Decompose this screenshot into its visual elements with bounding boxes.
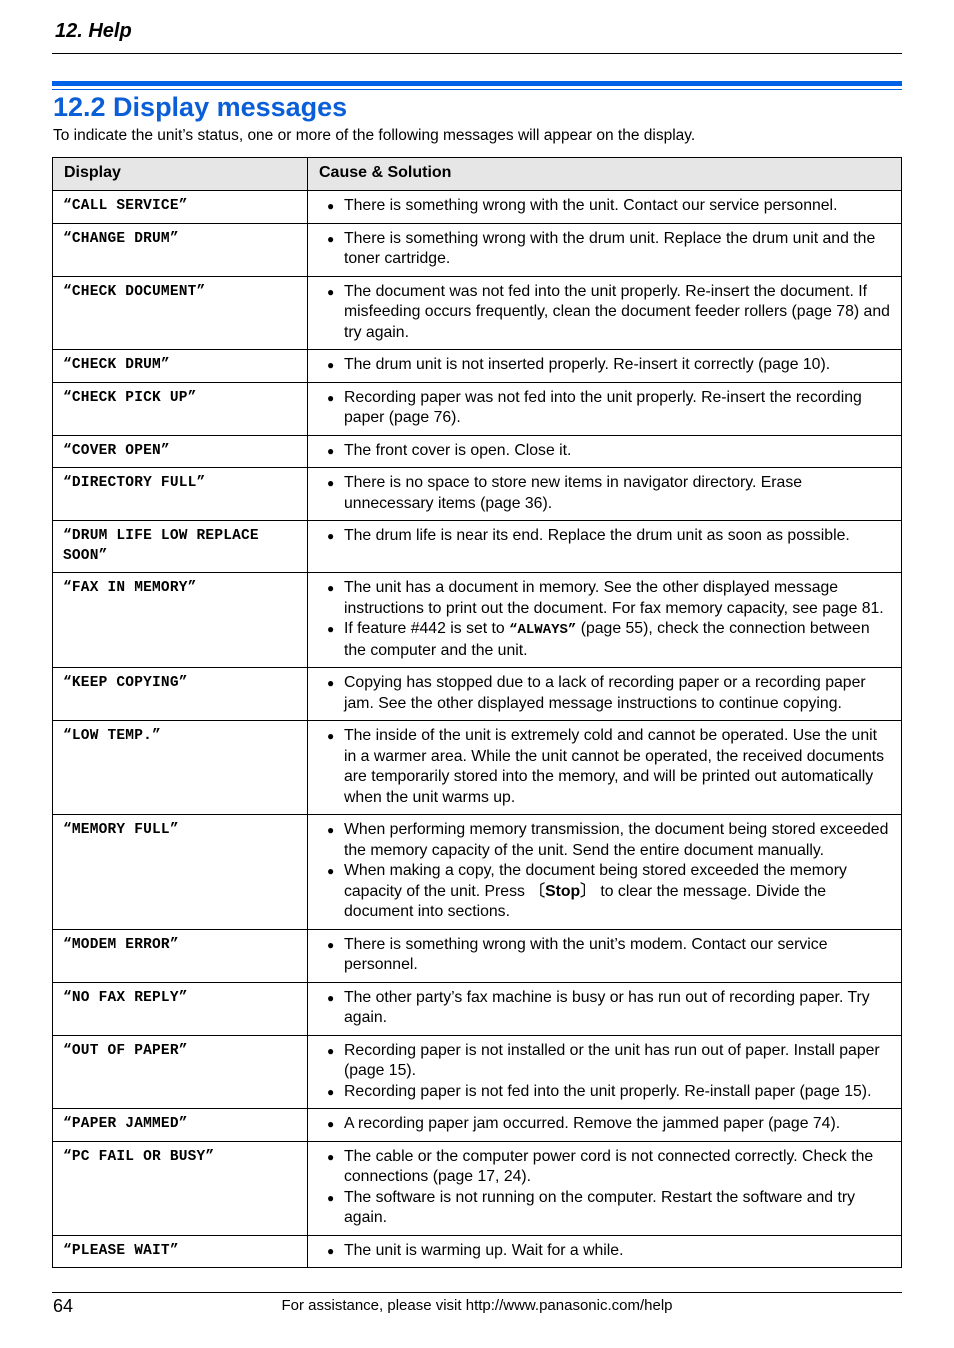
display-message: “FAX IN MEMORY” <box>53 573 308 668</box>
table-row <box>53 1109 902 1142</box>
section-bar-thin <box>52 89 902 90</box>
display-message: “DIRECTORY FULL” <box>53 468 308 521</box>
display-message: “DRUM LIFE LOW REPLACE SOON” <box>53 521 308 573</box>
table-row <box>53 815 902 930</box>
cause-item: ● When performing memory transmission, the document being stored exceeded the memory capacity of the unit. Send the entire document manually. <box>318 820 891 861</box>
cause-cell <box>308 435 902 468</box>
cause-cell <box>308 573 902 668</box>
cause-cell <box>308 468 902 521</box>
display-message: “PC FAIL OR BUSY” <box>53 1141 308 1235</box>
cause-text: (page 55), check the connection between the computer and the unit. <box>344 620 870 659</box>
display-message: “COVER OPEN” <box>53 435 308 468</box>
table-row <box>53 982 902 1035</box>
cause-cell <box>308 815 902 930</box>
cause-cell <box>308 350 902 383</box>
table-row <box>53 1141 902 1235</box>
section-title: 12.2 Display messages <box>53 92 348 122</box>
table-row <box>53 929 902 982</box>
cause-cell <box>308 929 902 982</box>
cause-item: ● There is something wrong with the unit’s modem. Contact our service personnel. <box>318 935 891 976</box>
cause-item: ● A recording paper jam occurred. Remove the jammed paper (page 74). <box>318 1114 891 1135</box>
cause-cell <box>308 1109 902 1142</box>
display-message: “CHECK DRUM” <box>53 350 308 383</box>
header-rule <box>52 53 902 54</box>
cause-item <box>318 861 891 923</box>
cause-cell <box>308 276 902 350</box>
intro-text: To indicate the unit’s status, one or more of the following messages will appear on the display. <box>53 127 696 144</box>
cause-item: ● There is something wrong with the unit. Contact our service personnel. <box>318 196 891 217</box>
cause-item: ● There is no space to store new items in navigator directory. Erase unnecessary items (page 36). <box>318 473 891 514</box>
display-message: “PAPER JAMMED” <box>53 1109 308 1142</box>
table-row <box>53 382 902 435</box>
setting-value: “ALWAYS” <box>509 622 577 638</box>
cause-item: ● The unit has a document in memory. See the other displayed message instructions to print out the document. For fax memory capacity, see page 81. <box>318 578 891 619</box>
cause-text: to clear the message. Divide the document into sections. <box>344 882 827 920</box>
display-message: “KEEP COPYING” <box>53 668 308 721</box>
display-message: “MODEM ERROR” <box>53 929 308 982</box>
cause-cell <box>308 382 902 435</box>
cause-item: ● Copying has stopped due to a lack of recording paper or a recording paper jam. See the other displayed message instructions to continue copying. <box>318 673 891 714</box>
cause-item: ● The software is not running on the computer. Restart the software and try again. <box>318 1188 891 1229</box>
cause-item <box>318 619 891 661</box>
cause-item: ● The front cover is open. Close it. <box>318 441 891 462</box>
footer-rule <box>52 1292 902 1293</box>
table-row <box>53 1035 902 1109</box>
cause-item: ● The drum life is near its end. Replace the drum unit as soon as possible. <box>318 526 891 547</box>
section-bar <box>52 81 902 86</box>
cause-item: ● The document was not fed into the unit properly. Re-insert the document. If misfeeding occurs frequently, clean the document feeder rollers (page 78) and try again. <box>318 282 891 344</box>
cause-item: ● Recording paper is not installed or the unit has run out of paper. Install paper (page 15). <box>318 1041 891 1082</box>
cause-item: ● The unit is warming up. Wait for a while. <box>318 1241 891 1262</box>
display-message: “OUT OF PAPER” <box>53 1035 308 1109</box>
page-number: 64 <box>53 1296 74 1316</box>
cause-text: If feature #442 is set to <box>344 620 510 637</box>
table-row <box>53 191 902 224</box>
cause-item: ● The cable or the computer power cord is not connected correctly. Check the connections (page 17, 24). <box>318 1147 891 1188</box>
cause-item: ● Recording paper is not fed into the unit properly. Re-install paper (page 15). <box>318 1082 891 1103</box>
cause-cell <box>308 1235 902 1268</box>
display-message: “CHECK PICK UP” <box>53 382 308 435</box>
display-message: “CALL SERVICE” <box>53 191 308 224</box>
table-row <box>53 350 902 383</box>
display-message: “MEMORY FULL” <box>53 815 308 930</box>
table-row <box>53 1235 902 1268</box>
cause-item: ● The other party’s fax machine is busy or has run out of recording paper. Try again. <box>318 988 891 1029</box>
column-header-display: Display <box>53 158 308 191</box>
stop-key-label: 〔Stop〕 <box>529 882 596 900</box>
display-message: “LOW TEMP.” <box>53 721 308 815</box>
footer-text: For assistance, please visit http://www.panasonic.com/help <box>281 1297 673 1314</box>
table-header-row <box>53 158 902 191</box>
cause-cell <box>308 223 902 276</box>
cause-item: ● The drum unit is not inserted properly. Re-insert it correctly (page 10). <box>318 355 891 376</box>
chapter-heading: 12. Help <box>55 20 132 42</box>
table-row <box>53 223 902 276</box>
display-message: “CHANGE DRUM” <box>53 223 308 276</box>
table-row <box>53 721 902 815</box>
table-row <box>53 468 902 521</box>
table-row <box>53 573 902 668</box>
table-row <box>53 276 902 350</box>
display-message: “CHECK DOCUMENT” <box>53 276 308 350</box>
cause-item: ● Recording paper was not fed into the unit properly. Re-insert the recording paper (page 76). <box>318 388 891 429</box>
cause-item: ● There is something wrong with the drum unit. Replace the drum unit and the toner cartridge. <box>318 229 891 270</box>
display-message: “NO FAX REPLY” <box>53 982 308 1035</box>
cause-text: When making a copy, the document being stored exceeded the memory capacity of the unit. Press <box>344 862 847 900</box>
cause-cell <box>308 982 902 1035</box>
display-messages-table <box>52 157 902 1268</box>
display-message: “PLEASE WAIT” <box>53 1235 308 1268</box>
cause-item: ● The inside of the unit is extremely cold and cannot be operated. Use the unit in a warmer area. While the unit cannot be operated, the received documents are temporarily stored into the memory, and will be printed out automatically when the unit warms up. <box>318 726 891 808</box>
cause-cell <box>308 721 902 815</box>
cause-cell <box>308 521 902 573</box>
cause-cell <box>308 1141 902 1235</box>
cause-cell <box>308 1035 902 1109</box>
column-header-cause: Cause & Solution <box>308 158 902 191</box>
cause-cell <box>308 191 902 224</box>
table-row <box>53 435 902 468</box>
table-row <box>53 521 902 573</box>
cause-cell <box>308 668 902 721</box>
table-row <box>53 668 902 721</box>
